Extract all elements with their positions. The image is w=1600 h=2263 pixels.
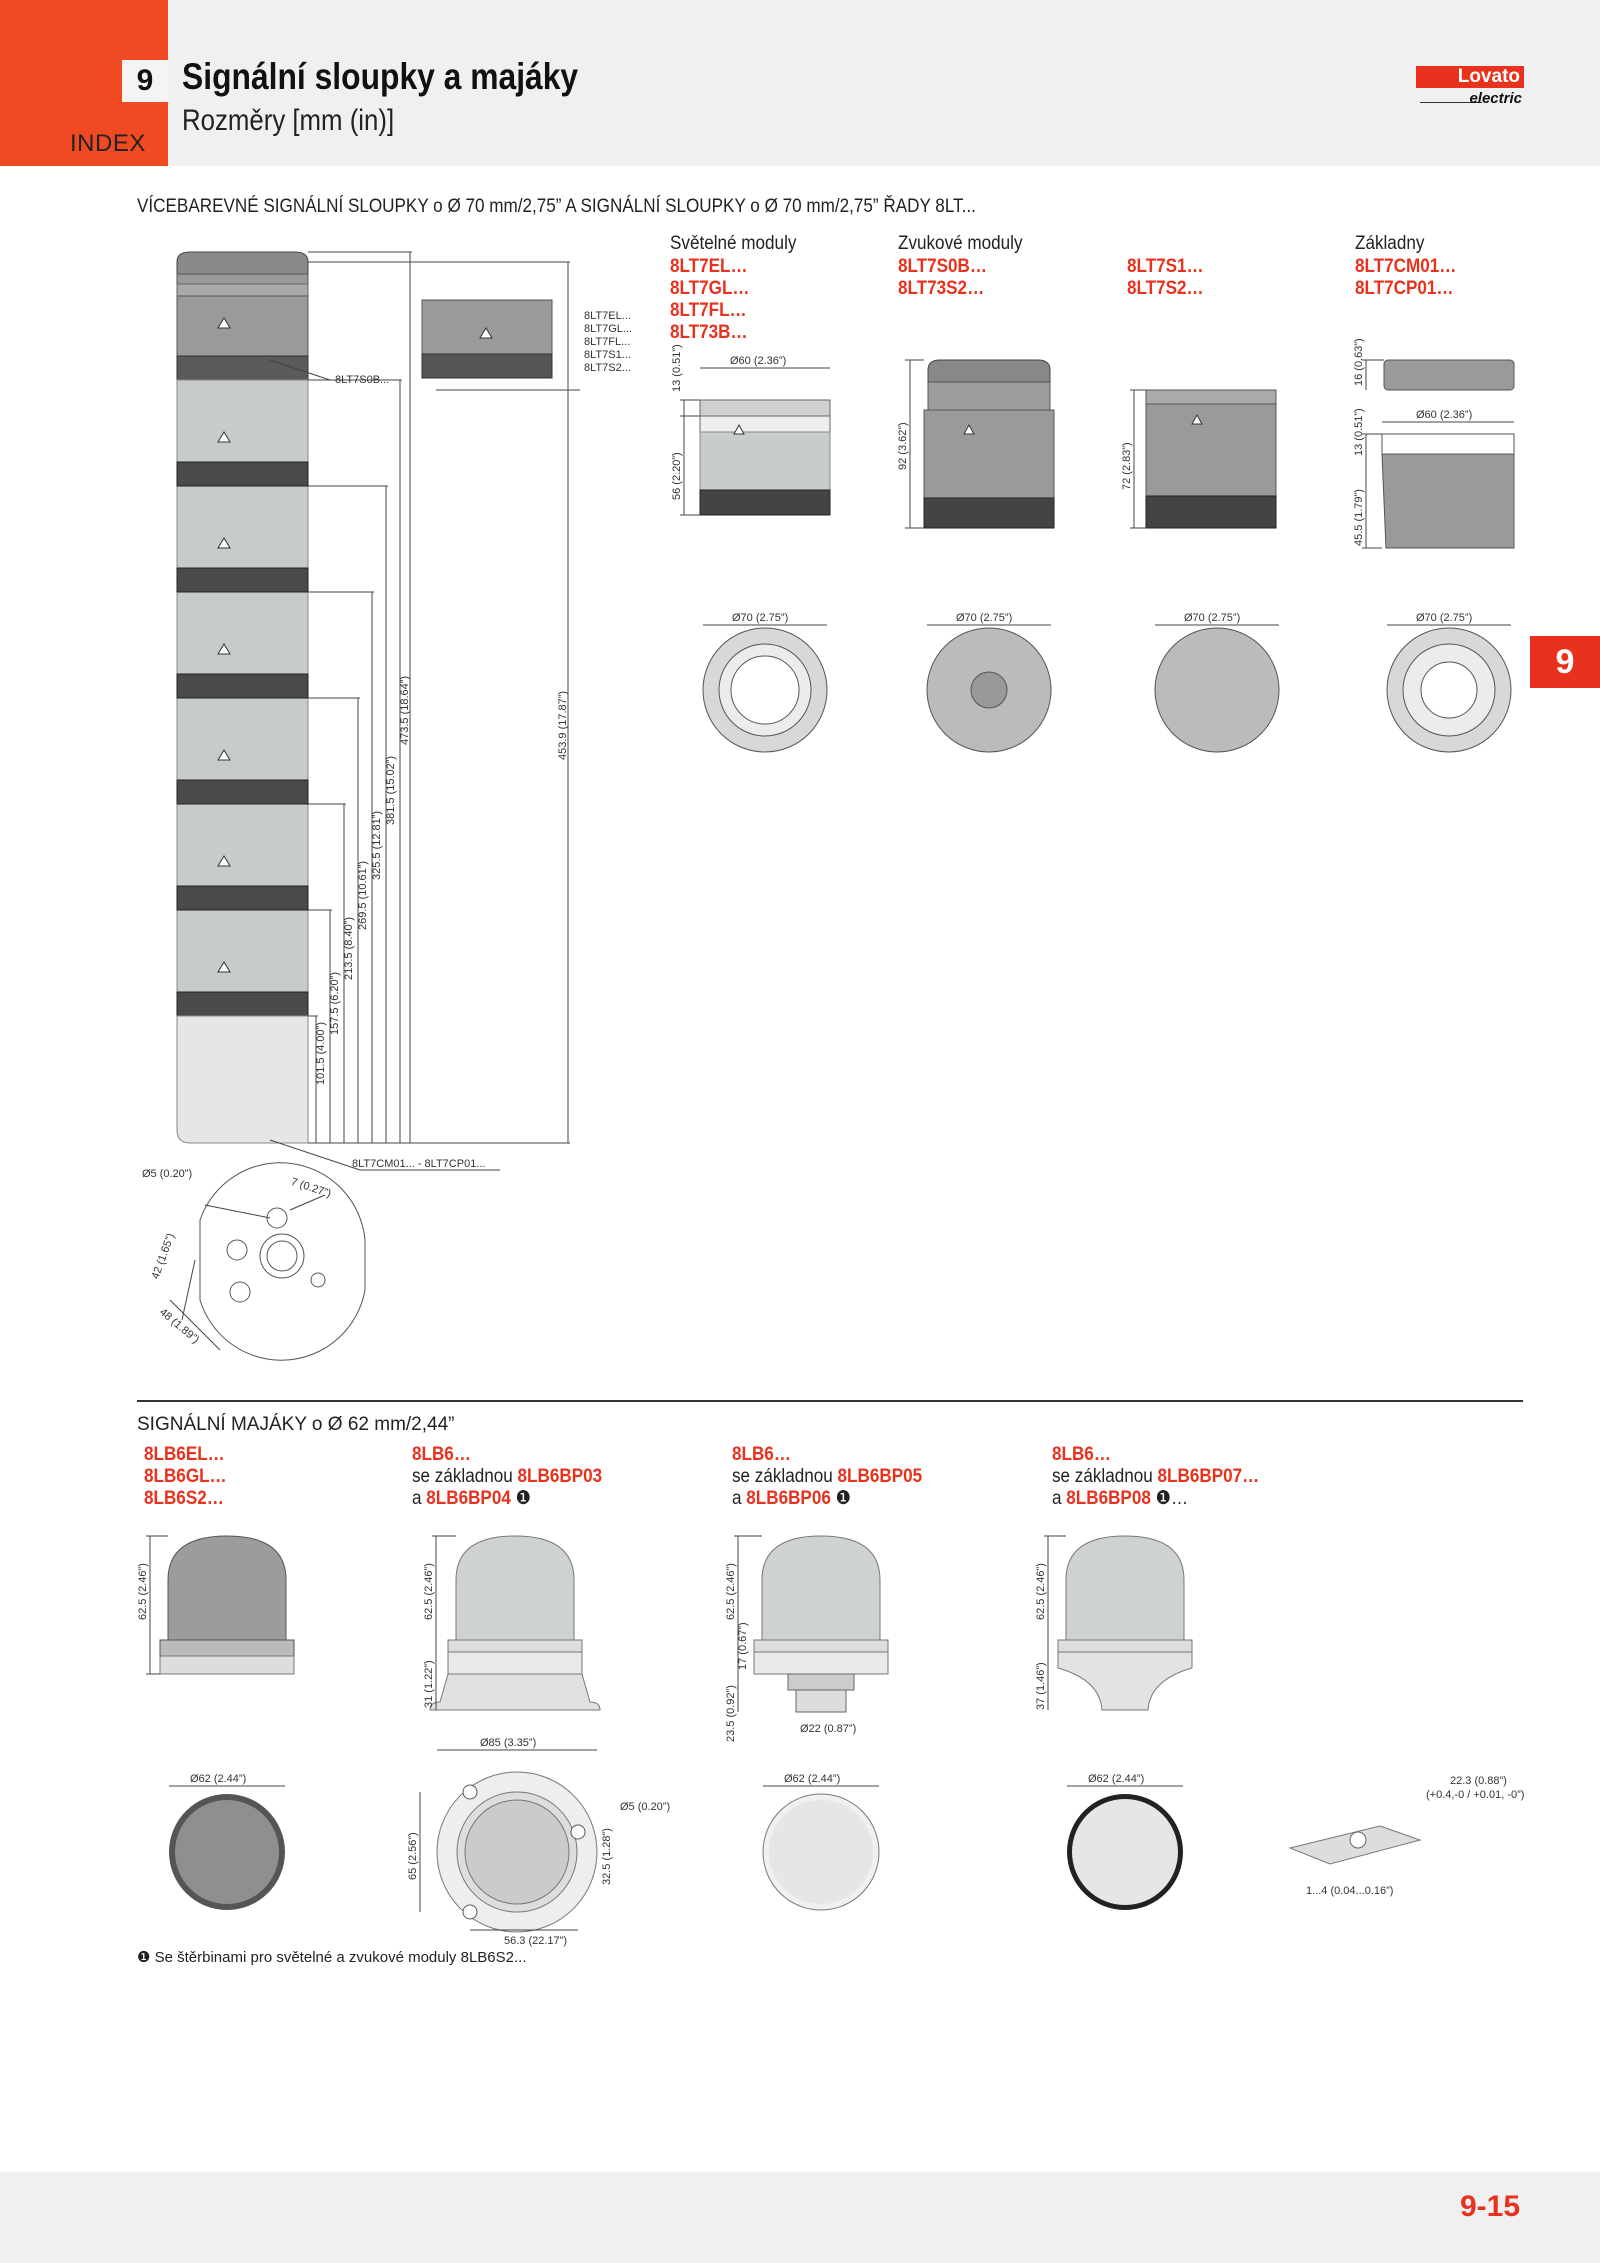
col-sound-title: Zvukové moduly bbox=[898, 233, 1023, 254]
page-number: 9-15 bbox=[1460, 2190, 1521, 2223]
dim-label: 473.5 (18.64”) bbox=[399, 675, 411, 745]
dim-label: 1...4 (0.04...0.16”) bbox=[1306, 1885, 1394, 1897]
beacon-dimension-labels bbox=[120, 1530, 1540, 1990]
tower-light-module bbox=[177, 486, 308, 568]
chapter-side-tab[interactable]: 9 bbox=[1530, 636, 1600, 688]
module-list-item: 8LT7FL... bbox=[584, 336, 631, 348]
col-base-title: Základny bbox=[1355, 233, 1425, 254]
code-prefix: se základnou bbox=[732, 1466, 838, 1487]
col-base-codes bbox=[1355, 256, 1468, 300]
dim-label: 32.5 (1.28”) bbox=[601, 1828, 613, 1885]
module-dimension-labels bbox=[660, 340, 1540, 760]
code-item: 8LB6BP06 bbox=[746, 1488, 831, 1509]
page-title: Signální sloupky a majáky bbox=[182, 56, 579, 97]
tower-module-band bbox=[177, 674, 308, 698]
dim-label: 92 (3.62”) bbox=[897, 422, 909, 470]
tower-module-band bbox=[177, 462, 308, 486]
dim-label: 31 (1.22”) bbox=[423, 1660, 435, 1708]
dim-label: 17 (0.67”) bbox=[737, 1622, 749, 1670]
code-item: 8LT7S1… bbox=[1127, 256, 1204, 277]
dim-label: 23.5 (0.92”) bbox=[725, 1685, 737, 1742]
tower-dimension-labels bbox=[300, 640, 600, 1100]
footnote: ❶ Se štěrbinami pro světelné a zvukové moduly 8LB6S2... bbox=[137, 1949, 527, 1966]
tower-module-list bbox=[584, 310, 632, 375]
module-list-item: 8LT7S1... bbox=[584, 349, 631, 361]
dim-label: 62.5 (2.46”) bbox=[1035, 1563, 1047, 1620]
dim-label: 62.5 (2.46”) bbox=[137, 1563, 149, 1620]
module-detail-band bbox=[422, 354, 552, 378]
code-item: 8LB6BP04 bbox=[426, 1488, 511, 1509]
code-item: 8LB6S2… bbox=[144, 1488, 224, 1509]
footnote-marker: ❶ bbox=[830, 1488, 851, 1509]
dim-label: Ø22 (0.87”) bbox=[800, 1723, 857, 1735]
tower-light-module bbox=[177, 804, 308, 886]
module-list-item: 8LT7EL... bbox=[584, 310, 631, 322]
dim-label: 45.5 (1.79”) bbox=[1353, 489, 1365, 546]
tower-cap-ring bbox=[177, 284, 308, 296]
tower-sound-module bbox=[177, 296, 308, 356]
tower-base bbox=[177, 1016, 308, 1143]
code-item: 8LT7FL… bbox=[670, 300, 747, 321]
tower-top-label: 8LT7S0B... bbox=[335, 374, 390, 386]
code-item: 8LB6BP08 bbox=[1066, 1488, 1151, 1509]
module-list-item: 8LT7GL... bbox=[584, 323, 633, 335]
mount-hole bbox=[227, 1240, 247, 1260]
footer-band bbox=[0, 2172, 1600, 2263]
tower-cap-ring bbox=[177, 274, 308, 284]
dim-label: 453.9 (17.87”) bbox=[557, 690, 569, 760]
dim-label: Ø5 (0.20”) bbox=[620, 1801, 671, 1813]
code-prefix: se základnou bbox=[412, 1466, 518, 1487]
col-sound2-codes bbox=[1127, 256, 1212, 300]
code-item: 8LB6BP05 bbox=[837, 1466, 923, 1487]
index-link[interactable]: INDEX bbox=[70, 130, 146, 157]
dim-label: (+0.4,-0 / +0.01, -0”) bbox=[1426, 1789, 1525, 1801]
tower-module-band bbox=[177, 780, 308, 804]
chapter-number: 9 bbox=[122, 60, 168, 102]
code-item: 8LT7CM01… bbox=[1355, 256, 1457, 277]
dim-label: 325.5 (12.81”) bbox=[371, 810, 383, 880]
code-prefix: a bbox=[412, 1488, 427, 1509]
dim-hole: Ø5 (0.20”) bbox=[142, 1168, 193, 1180]
tower-light-module bbox=[177, 592, 308, 674]
dim-label: 62.5 (2.46”) bbox=[423, 1563, 435, 1620]
beacon-col-2 bbox=[412, 1444, 623, 1510]
tower-cap bbox=[177, 252, 308, 274]
tower-light-module bbox=[177, 380, 308, 462]
dim-label: 56 (2.20”) bbox=[671, 452, 683, 500]
page-subtitle: Rozměry [mm (in)] bbox=[182, 104, 395, 137]
dim-label: 269.5 (10.61”) bbox=[357, 860, 369, 930]
tower-light-module bbox=[177, 910, 308, 992]
code-item: 8LT7S2… bbox=[1127, 278, 1204, 299]
beacon-col-1 bbox=[144, 1444, 236, 1510]
dim-label: Ø60 (2.36”) bbox=[730, 355, 787, 367]
col-light-codes bbox=[670, 256, 758, 344]
code-prefix: se základnou bbox=[1052, 1466, 1158, 1487]
beacon-col-3 bbox=[732, 1444, 943, 1510]
dim-label: 37 (1.46”) bbox=[1035, 1662, 1047, 1710]
col-light-title: Světelné moduly bbox=[670, 233, 797, 254]
module-detail bbox=[422, 300, 552, 354]
dim-label: Ø62 (2.44”) bbox=[1088, 1773, 1145, 1785]
tower-module-band bbox=[177, 568, 308, 592]
logo-subtext: electric bbox=[1469, 90, 1522, 107]
dim-label: Ø70 (2.75”) bbox=[1184, 612, 1241, 624]
dim-label: Ø62 (2.44”) bbox=[190, 1773, 247, 1785]
code-item: 8LB6… bbox=[412, 1444, 471, 1465]
code-item: 8LB6BP03 bbox=[517, 1466, 603, 1487]
section2-heading: SIGNÁLNÍ MAJÁKY o Ø 62 mm/2,44” bbox=[137, 1414, 455, 1435]
dim-pitch: 42 (1.65”) bbox=[149, 1231, 178, 1281]
dim-label: Ø70 (2.75”) bbox=[732, 612, 789, 624]
dim-label: Ø60 (2.36”) bbox=[1416, 409, 1473, 421]
dim-label: 65 (2.56”) bbox=[407, 1832, 419, 1880]
dim-label: 101.5 (4.00”) bbox=[315, 1022, 327, 1085]
module-list-item: 8LT7S2... bbox=[584, 362, 631, 374]
dim-label: Ø85 (3.35”) bbox=[480, 1737, 537, 1749]
tower-module-band bbox=[177, 992, 308, 1016]
dim-label: Ø70 (2.75”) bbox=[956, 612, 1013, 624]
code-item: 8LB6BP07… bbox=[1157, 1466, 1260, 1487]
code-item: 8LB6GL… bbox=[144, 1466, 227, 1487]
code-item: 8LT73B… bbox=[670, 322, 748, 343]
code-item: 8LB6EL… bbox=[144, 1444, 225, 1465]
tower-module-band bbox=[177, 356, 308, 380]
tower-light-module bbox=[177, 698, 308, 780]
dim-label: 22.3 (0.88”) bbox=[1450, 1775, 1507, 1787]
code-item: 8LB6… bbox=[732, 1444, 791, 1465]
dim-label: Ø62 (2.44”) bbox=[784, 1773, 841, 1785]
col-sound-codes bbox=[898, 256, 997, 300]
dim-label: 16 (0.63”) bbox=[1353, 338, 1365, 386]
tower-base-label: 8LT7CM01... - 8LT7CP01... bbox=[352, 1158, 486, 1170]
tower-module-band bbox=[177, 886, 308, 910]
dim-label: 62.5 (2.46”) bbox=[725, 1563, 737, 1620]
section1-heading: VÍCEBAREVNÉ SIGNÁLNÍ SLOUPKY o Ø 70 mm/2,75” A SIGNÁLNÍ SLOUPKY o Ø 70 mm/2,75” ŘADY 8LT... bbox=[137, 196, 976, 217]
dim-label: 13 (0.51”) bbox=[671, 344, 683, 392]
brand-logo bbox=[1416, 66, 1524, 106]
code-item: 8LT7GL… bbox=[670, 278, 750, 299]
dim-label: 13 (0.51”) bbox=[1353, 408, 1365, 456]
dim-label: 72 (2.83”) bbox=[1121, 442, 1133, 490]
footnote-marker: ❶… bbox=[1150, 1488, 1189, 1509]
mount-hole bbox=[230, 1282, 250, 1302]
dim-width: 48 (1.89”) bbox=[157, 1306, 202, 1347]
code-prefix: a bbox=[732, 1488, 747, 1509]
code-item: 8LB6… bbox=[1052, 1444, 1111, 1465]
section-divider bbox=[137, 1400, 1523, 1402]
logo-text: Lovato bbox=[1416, 66, 1524, 88]
dim-label: 157.5 (6.20”) bbox=[329, 972, 341, 1035]
dim-label: 213.5 (8.40”) bbox=[343, 917, 355, 980]
beacon-col-4 bbox=[1052, 1444, 1282, 1510]
dim-label: 56.3 (22.17”) bbox=[504, 1935, 567, 1947]
dim-label: 381.5 (15.02”) bbox=[385, 755, 397, 825]
code-prefix: a bbox=[1052, 1488, 1067, 1509]
code-item: 8LT7EL… bbox=[670, 256, 748, 277]
dim-label: Ø70 (2.75”) bbox=[1416, 612, 1473, 624]
footnote-marker: ❶ bbox=[510, 1488, 531, 1509]
code-item: 8LT7S0B… bbox=[898, 256, 988, 277]
code-item: 8LT73S2… bbox=[898, 278, 985, 299]
dim-gap: 7 (0.27”) bbox=[289, 1175, 333, 1201]
code-item: 8LT7CP01… bbox=[1355, 278, 1454, 299]
